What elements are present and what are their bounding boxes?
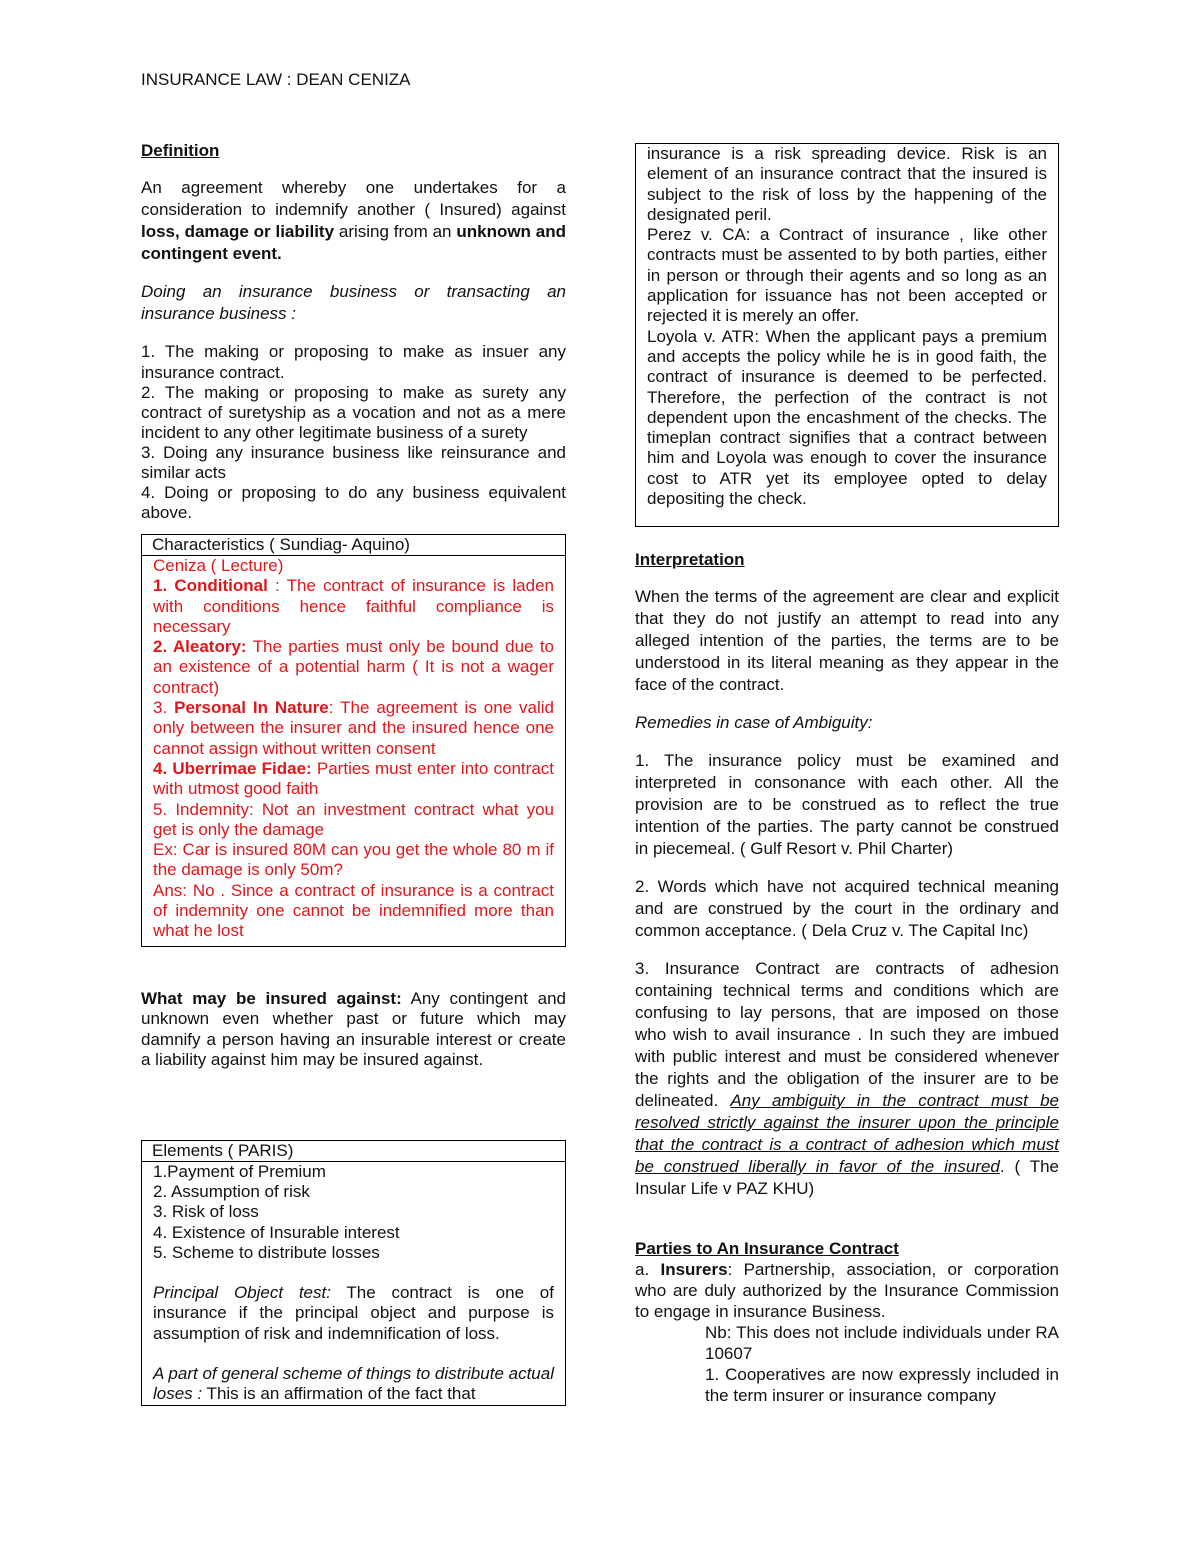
parties-heading: Parties to An Insurance Contract xyxy=(635,1239,899,1258)
principal-object-test: Principal Object test: The contract is one of insurance if the principal object and purpose is assumption of risk and indemnification of loss. xyxy=(153,1283,554,1343)
characteristics-body xyxy=(142,556,565,946)
characteristic-uberrimae: 4. Uberrimae Fidae: Parties must enter into contract with utmost good faith xyxy=(153,758,554,799)
element-item: 1.Payment of Premium xyxy=(153,1161,326,1181)
remedy-item: 3. Insurance Contract are contracts of adhesion containing technical terms and conditions which are confusing to lay persons, that are imposed on those who wish to avail insurance . In such they are imbued with public interest and must be considered whenever the rights and the obligation of the insurer are to be delineated. Any ambiguity in the contract must be resolved strictly against the insurer upon the principle that the contract is a contract of adhesion which must be construed liberally in favor of the insured. ( The Insular Life v PAZ KHU) xyxy=(635,959,1059,1198)
element-item: 2. Assumption of risk xyxy=(153,1181,310,1201)
characteristic-personal: 3. Personal In Nature: The agreement is one valid only between the insurer and the insured hence one cannot assign without written consent xyxy=(153,698,555,758)
elements-title: Elements ( PARIS) xyxy=(142,1141,565,1162)
page-header: INSURANCE LAW : DEAN CENIZA xyxy=(141,70,411,89)
remedy-item: 2. Words which have not acquired technical meaning and are construed by the court in the ordinary and common acceptance. ( Dela Cruz v. The Capital Inc) xyxy=(635,877,1059,940)
element-item: 5. Scheme to distribute losses xyxy=(153,1242,380,1262)
element-item: 3. Risk of loss xyxy=(153,1202,259,1222)
left-column xyxy=(141,140,566,1406)
list-item: 4. Doing or proposing to do any business equivalent above. xyxy=(141,483,566,522)
interpretation-paragraph: When the terms of the agreement are clear and explicit that they do not justify an attempt to read into any alleged intention of the parties, the terms are to be understood in its literal meaning as they appear in the face of the contract. xyxy=(635,587,1059,694)
remedies-heading: Remedies in case of Ambiguity: xyxy=(635,713,873,732)
list-item: 1. The making or proposing to make as insuer any insurance contract. xyxy=(141,342,566,382)
continued-box-body xyxy=(636,144,1058,513)
elements-box xyxy=(141,1140,566,1406)
general-scheme-text: A part of general scheme of things to distribute actual loses : This is an affirmation of the fact that xyxy=(153,1364,554,1404)
insured-against-paragraph: What may be insured against: Any contingent and unknown even whether past or future which may damnify a person having an insurable interest or create a liability against him may be insured against. xyxy=(141,988,566,1070)
remedy-item: 1. The insurance policy must be examined and interpreted in consonance with each other. All the provision are to be construed as to reflect the true intention of the parties. The party cannot be construed in piecemeal. ( Gulf Resort v. Phil Charter) xyxy=(635,751,1059,858)
example-answer: Ans: No . Since a contract of insurance is a contract of indemnity one cannot be indemnified more than what he lost xyxy=(153,880,554,941)
right-column xyxy=(635,143,1059,1406)
continued-box xyxy=(635,143,1059,527)
element-item: 4. Existence of Insurable interest xyxy=(153,1222,400,1242)
interpretation-heading: Interpretation xyxy=(635,550,745,569)
example-question: Ex: Car is insured 80M can you get the whole 80 m if the damage is only 50m? xyxy=(153,840,554,880)
list-item: 3. Doing any insurance business like reinsurance and similar acts xyxy=(141,443,566,482)
characteristic-indemnity: 5. Indemnity: Not an investment contract what you get is only the damage xyxy=(153,799,554,839)
lecture-label: Ceniza ( Lecture) xyxy=(153,556,284,575)
doing-business-intro: Doing an insurance business or transacting an insurance business : xyxy=(141,282,566,323)
characteristic-aleatory: 2. Aleatory: The parties must only be bound due to an existence of a potential harm ( It is not a wager contract) xyxy=(153,637,554,697)
list-item: 2. The making or proposing to make as surety any contract of suretyship as a vocation and not as a mere incident to any other legitimate business of a surety xyxy=(141,383,566,442)
doing-business-list xyxy=(141,341,566,523)
insurers-paragraph: a. Insurers: Partnership, association, or corporation who are duly authorized by the Insurance Commission to engage in insurance Business. xyxy=(635,1260,1059,1321)
definition-heading: Definition xyxy=(141,141,220,160)
characteristics-box xyxy=(141,534,566,947)
definition-paragraph: An agreement whereby one undertakes for a consideration to indemnify another ( Insured) against loss, damage or liability arising from an unknown and contingent event. xyxy=(141,178,566,263)
loyola-case-text: Loyola v. ATR: When the applicant pays a premium and accepts the policy while he is in good faith, the contract of insurance is deemed to be perfected. Therefore, the perfection of the contract is not dependent upon the encashment of the checks. The timeplan contract signifies that a contract between him and Loyola was enough to cover the insurance cost to ATR yet its employee opted to delay depositing the check. xyxy=(647,326,1047,509)
perez-case-text: Perez v. CA: a Contract of insurance , like other contracts must be assented to by both parties, either in person or through their agents and so long as an application for issuance has not been accepted or rejected it is merely an offer. xyxy=(647,225,1047,326)
risk-spreading-text: insurance is a risk spreading device. Risk is an element of an insurance contract that the insured is subject to the risk of loss by the happening of the designated peril. xyxy=(647,144,1047,224)
characteristic-conditional: 1. Conditional : The contract of insurance is laden with conditions hence faithful compliance is necessary xyxy=(153,576,554,636)
elements-body xyxy=(142,1162,565,1405)
nb-note: Nb: This does not include individuals under RA 10607 xyxy=(705,1323,1059,1363)
characteristics-title: Characteristics ( Sundiag- Aquino) xyxy=(142,535,565,556)
cooperatives-note: 1. Cooperatives are now expressly included in the term insurer or insurance company xyxy=(705,1365,1059,1405)
